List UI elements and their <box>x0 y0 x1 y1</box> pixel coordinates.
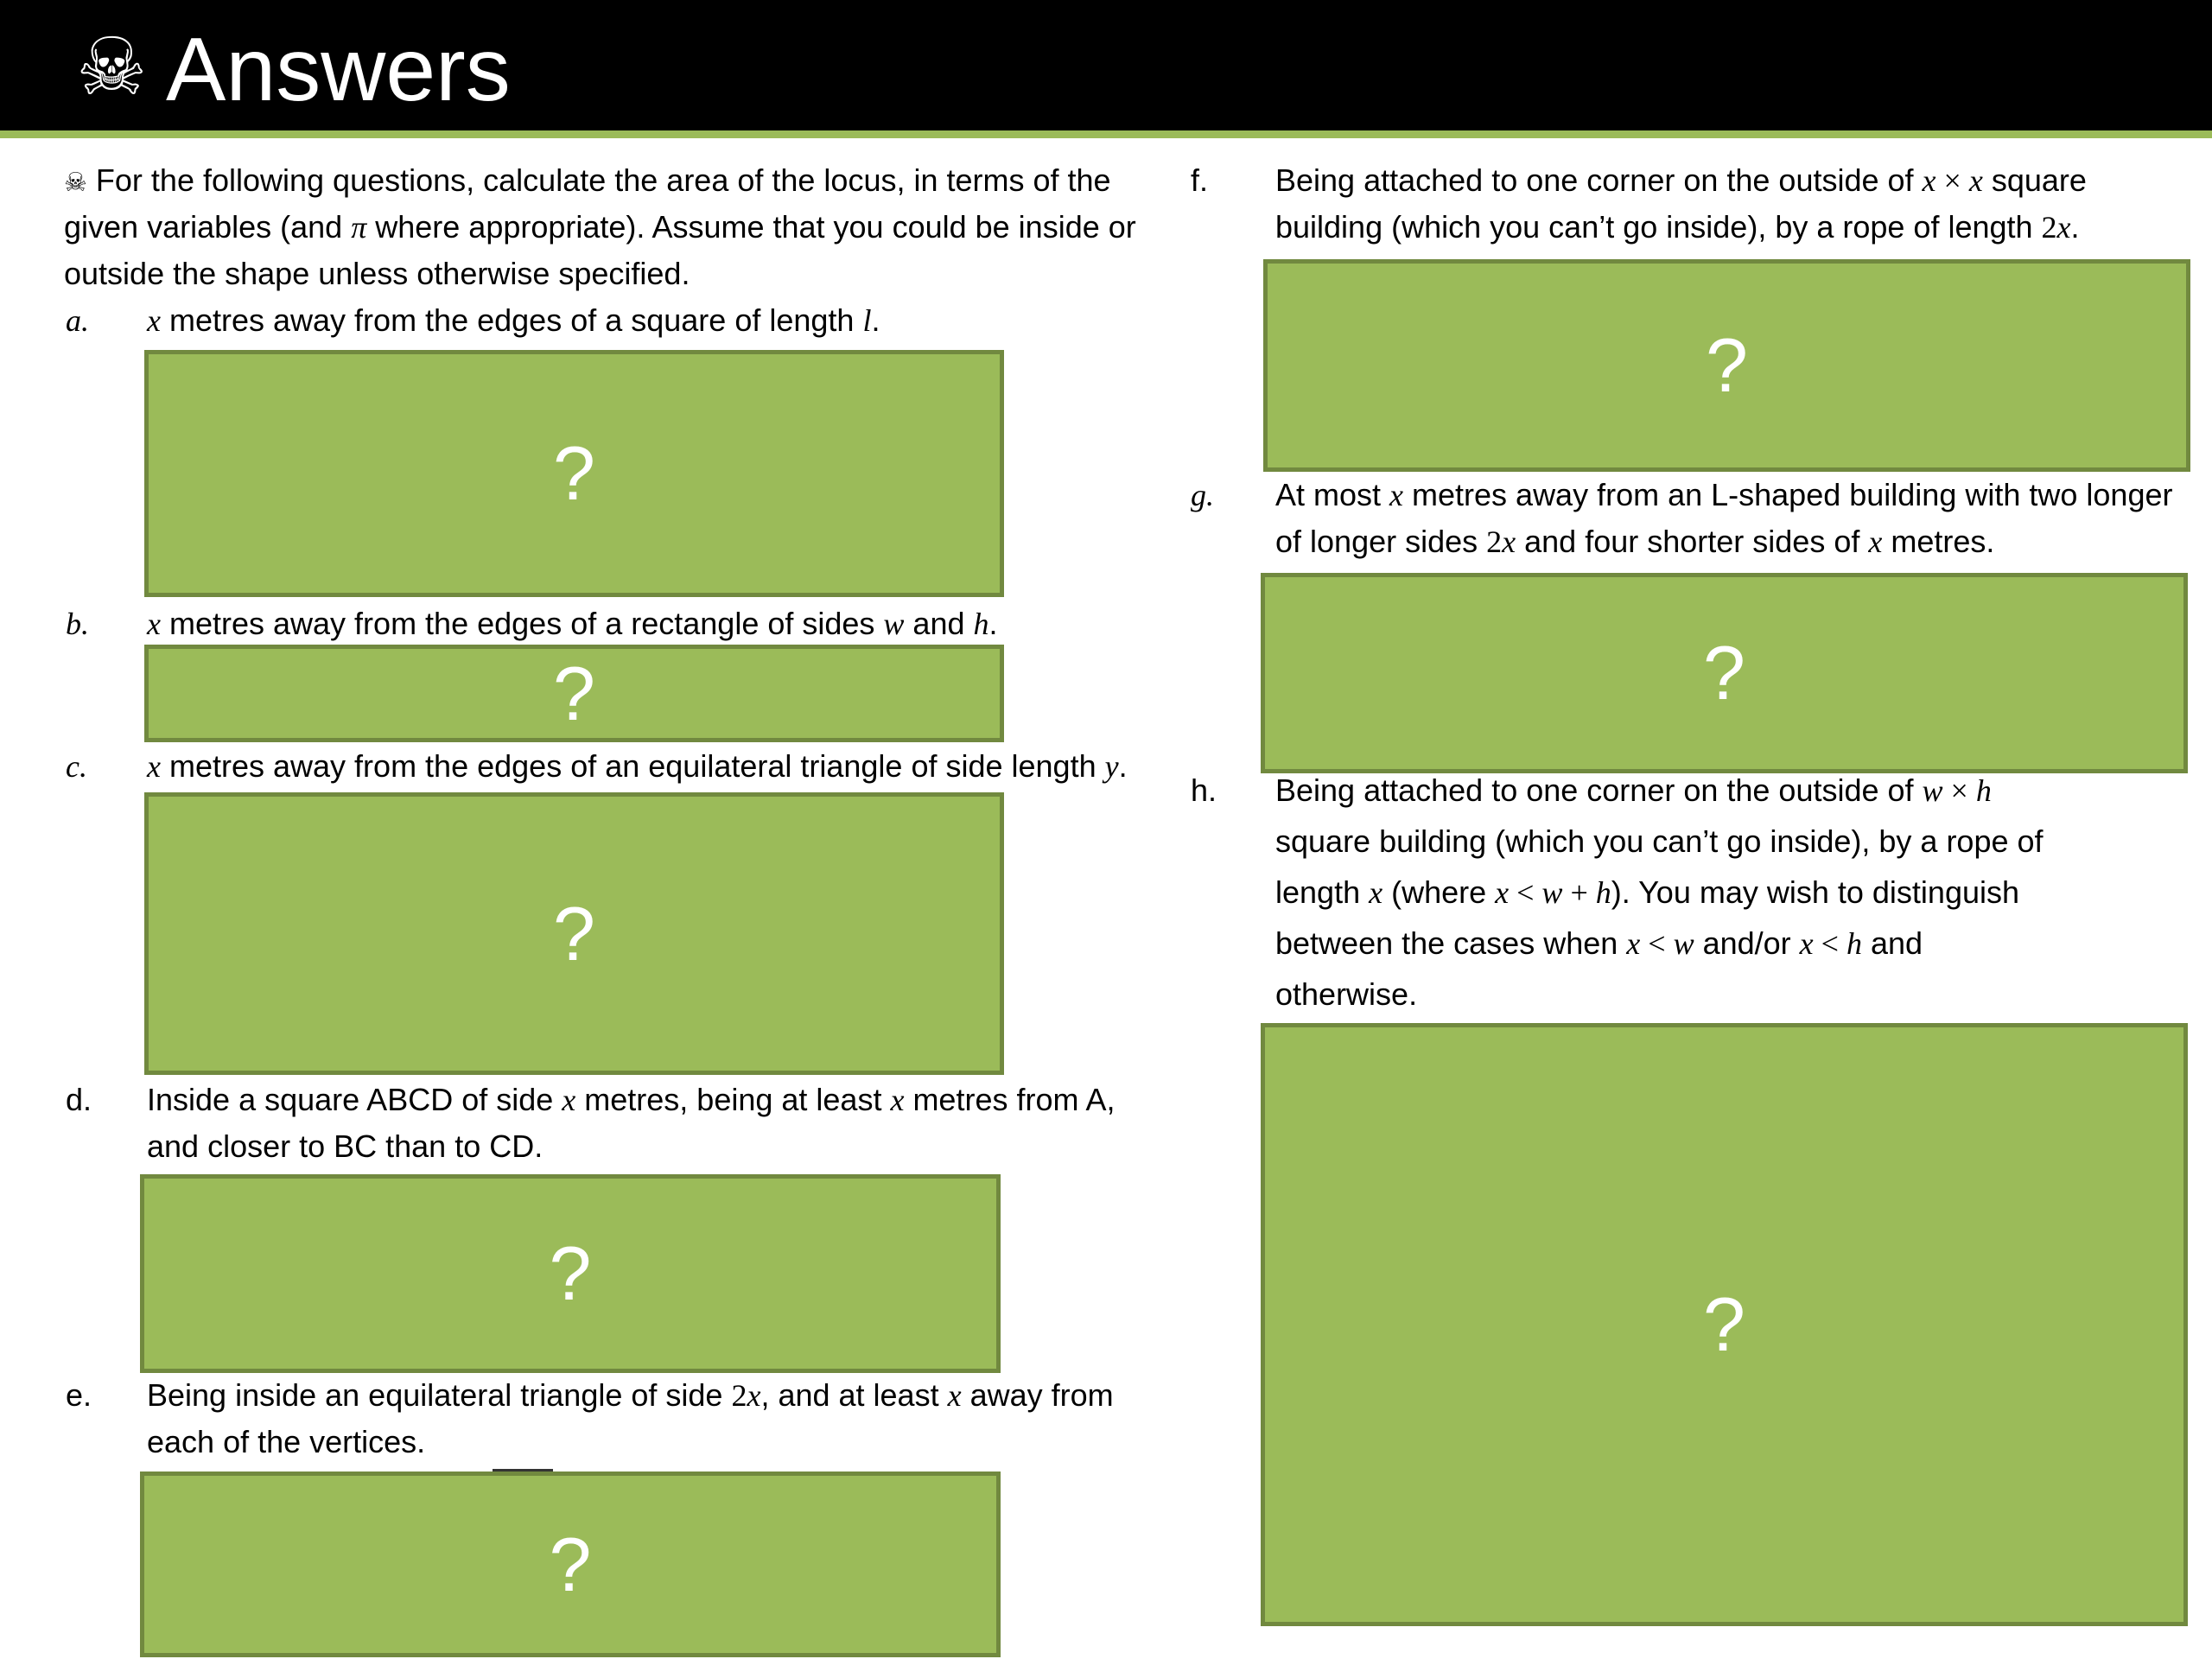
question-g-text-3: of longer sides <box>1275 524 1487 559</box>
less-than-symbol: < <box>1813 926 1847 961</box>
var-w: w <box>1541 875 1563 910</box>
intro-line-3: outside the shape unless otherwise specified. <box>64 256 690 291</box>
answer-box-e[interactable] <box>140 1471 1001 1657</box>
var-h: h <box>1975 773 1992 808</box>
answer-placeholder: ? <box>549 1521 592 1607</box>
question-c-text: metres away from the edges of an equilateral triangle of side length <box>160 748 1105 784</box>
question-f-text-1: Being attached to one corner on the outside of <box>1275 162 1923 198</box>
question-b <box>147 601 998 647</box>
question-d-line-2: and closer to BC than to CD. <box>147 1128 543 1164</box>
answer-placeholder: ? <box>1703 1281 1745 1367</box>
var-x: x <box>747 1378 761 1413</box>
question-h-line-3 <box>1275 869 2019 916</box>
number-2: 2 <box>2041 210 2057 245</box>
label-d: d. <box>66 1082 92 1117</box>
label-e: e. <box>66 1377 92 1413</box>
var-x: x <box>947 1378 962 1413</box>
intro-text-2b: where appropriate). Assume that you could be inside or <box>366 209 1136 245</box>
answer-placeholder: ? <box>553 650 595 736</box>
period: . <box>1118 748 1128 784</box>
question-h-text-4c: and <box>1861 925 1923 961</box>
question-f-line-1 <box>1275 157 2087 204</box>
less-than-symbol: < <box>1509 875 1542 910</box>
var-x: x <box>1922 163 1936 198</box>
question-b-text: metres away from the edges of a rectangle of sides <box>160 606 884 641</box>
question-h-line-1 <box>1275 767 1992 814</box>
question-h-line-4 <box>1275 920 1923 967</box>
label-c: c. <box>66 749 87 784</box>
answer-box-h[interactable] <box>1261 1023 2188 1626</box>
question-g-text-4: and four shorter sides of <box>1516 524 1869 559</box>
question-h-line-5: otherwise. <box>1275 976 1418 1012</box>
intro-line-1 <box>64 157 1111 207</box>
var-h: h <box>1595 875 1611 910</box>
answer-placeholder: ? <box>553 430 595 516</box>
var-x: x <box>1502 524 1516 559</box>
var-x: x <box>1868 524 1883 559</box>
question-f-text-3: building (which you can’t go inside), by a rope of length <box>1275 209 2042 245</box>
answer-placeholder: ? <box>553 890 595 976</box>
question-f-line-2 <box>1275 204 2080 251</box>
question-g-text-5: metres. <box>1882 524 1995 559</box>
question-g-text-1: At most <box>1275 477 1390 512</box>
var-x: x <box>1495 875 1510 910</box>
question-d-text-2: metres, being at least <box>575 1082 891 1117</box>
page-title: Answers <box>166 20 511 120</box>
question-g-line-1 <box>1275 472 2172 518</box>
var-x: x <box>2056 210 2071 245</box>
answer-box-d[interactable] <box>140 1174 1001 1373</box>
var-x: x <box>1799 926 1814 961</box>
var-w: w <box>1673 926 1694 961</box>
answer-placeholder: ? <box>1703 630 1745 715</box>
question-h-text-3b: (where <box>1382 874 1496 910</box>
question-e-text-3: away from <box>961 1377 1114 1413</box>
answer-box-b[interactable] <box>144 645 1004 742</box>
answer-placeholder: ? <box>549 1230 592 1316</box>
question-h-text-1: Being attached to one corner on the outside of <box>1275 772 1923 808</box>
question-d-text-1: Inside a square ABCD of side <box>147 1082 563 1117</box>
pi-symbol: π <box>351 210 367 245</box>
title-bar <box>0 0 2212 138</box>
var-h: h <box>1846 926 1862 961</box>
answer-box-g[interactable] <box>1261 573 2188 773</box>
question-d-text-3: metres from A, <box>904 1082 1116 1117</box>
label-h: h. <box>1191 772 1217 808</box>
var-x: x <box>147 303 161 338</box>
label-a: a. <box>66 303 89 338</box>
period: . <box>988 606 998 641</box>
question-h-text-3c: ). You may wish to distinguish <box>1611 874 2020 910</box>
question-h-text-4a: between the cases when <box>1275 925 1627 961</box>
answer-box-c[interactable] <box>144 792 1004 1075</box>
var-l: l <box>862 303 872 338</box>
question-e-text-2: , and at least <box>760 1377 948 1413</box>
number-2: 2 <box>1486 524 1503 559</box>
question-f-text-2: square <box>1982 162 2087 198</box>
var-w: w <box>883 607 905 641</box>
period: . <box>871 302 880 338</box>
times-symbol: × <box>1942 773 1976 808</box>
answer-box-a[interactable] <box>144 350 1004 597</box>
question-c <box>147 743 1128 790</box>
var-x: x <box>1389 478 1404 512</box>
skull-crossbones-icon: ☠ <box>76 21 148 113</box>
plus-symbol: + <box>1562 875 1596 910</box>
word-and: and <box>904 606 974 641</box>
label-b: b. <box>66 607 89 641</box>
intro-line-2 <box>64 204 1136 251</box>
question-e-text-1: Being inside an equilateral triangle of side <box>147 1377 732 1413</box>
question-e-line-1 <box>147 1372 1114 1419</box>
question-h-text-4b: and/or <box>1694 925 1800 961</box>
label-g: g. <box>1191 478 1214 512</box>
question-h-line-2: square building (which you can’t go inside), by a rope of <box>1275 823 2044 859</box>
less-than-symbol: < <box>1640 926 1674 961</box>
var-x: x <box>890 1083 905 1117</box>
question-d-line-1 <box>147 1077 1116 1123</box>
var-x: x <box>147 607 161 641</box>
question-e-line-2: each of the vertices. <box>147 1424 426 1459</box>
skull-small-icon: ☠ <box>64 168 87 198</box>
label-f: f. <box>1191 162 1209 198</box>
intro-text-2a: given variables (and <box>64 209 352 245</box>
var-w: w <box>1922 773 1943 808</box>
var-x: x <box>562 1083 576 1117</box>
question-h-text-3a: length <box>1275 874 1370 910</box>
answer-box-f[interactable] <box>1263 259 2190 472</box>
question-a <box>147 297 880 344</box>
question-g-line-2 <box>1275 518 1994 565</box>
question-a-text: metres away from the edges of a square of length <box>160 302 863 338</box>
var-h: h <box>973 607 989 641</box>
question-g-text-2: metres away from an L-shaped building with two longer <box>1403 477 2173 512</box>
var-x: x <box>147 749 161 784</box>
period: . <box>2070 209 2080 245</box>
var-x: x <box>1626 926 1641 961</box>
intro-text-1: For the following questions, calculate the area of the locus, in terms of the <box>95 162 1111 198</box>
answer-placeholder: ? <box>1706 322 1748 408</box>
number-2: 2 <box>731 1378 747 1413</box>
var-x: x <box>1968 163 1983 198</box>
times-symbol: × <box>1936 163 1969 198</box>
var-x: x <box>1369 875 1383 910</box>
var-y: y <box>1104 749 1119 784</box>
